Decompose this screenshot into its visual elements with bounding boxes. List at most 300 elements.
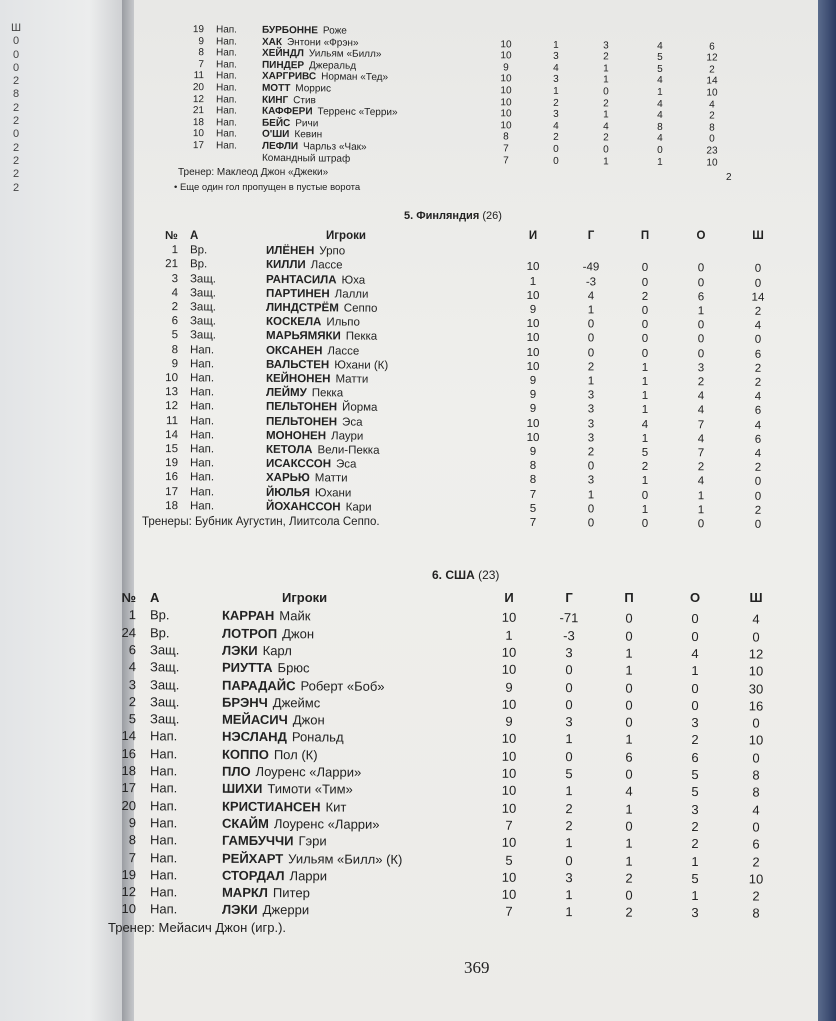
- player-surname: МАРКЛ: [221, 884, 269, 901]
- player-firstname: Пекка: [311, 387, 344, 400]
- stat-games: 9: [529, 374, 537, 387]
- stat-assists: 0: [625, 680, 633, 696]
- stat-points: 0: [691, 611, 699, 627]
- player-surname: МАРЬЯМЯКИ: [265, 330, 341, 343]
- player-firstname: Питер: [272, 885, 310, 901]
- stat-penalties: 0: [754, 263, 762, 276]
- stat-games: 7: [505, 904, 513, 920]
- player-position: Нап.: [149, 815, 178, 831]
- player-position: Защ.: [189, 315, 217, 328]
- player-firstname: Энтони «Фрэн»: [286, 36, 359, 49]
- player-name-cell: [262, 129, 322, 141]
- stat-goals: 0: [565, 852, 573, 868]
- stat-points: 8: [657, 121, 663, 133]
- stat-games: 10: [526, 261, 540, 274]
- stat-assists: 1: [625, 662, 633, 678]
- stat-goals: 1: [565, 783, 573, 799]
- player-surname: ПИНДЕР: [261, 59, 305, 72]
- player-firstname: Чарльз «Чак»: [302, 141, 367, 153]
- stat-points: 1: [697, 305, 705, 318]
- stat-games: 10: [501, 731, 517, 747]
- player-surname: ШИХИ: [221, 781, 263, 797]
- stat-assists: 1: [603, 155, 609, 168]
- stat-penalties: 0: [709, 133, 715, 145]
- player-firstname: Лассе: [327, 344, 360, 358]
- player-position: Нап.: [149, 745, 178, 762]
- stat-goals: 2: [587, 446, 595, 459]
- stat-assists: 4: [603, 121, 609, 133]
- stat-goals: 0: [587, 503, 595, 516]
- player-number: 19: [121, 866, 137, 882]
- player-name-cell: [266, 259, 343, 272]
- stat-games: 10: [501, 765, 517, 781]
- stat-games: 10: [526, 318, 540, 331]
- left-page-header: Ш: [10, 22, 22, 34]
- stat-penalties: 2: [754, 504, 762, 517]
- top-footnote: • Еще один гол пропущен в пустые ворота: [174, 182, 361, 193]
- player-surname: ЛЕФЛИ: [261, 140, 299, 153]
- player-surname: ХАК: [261, 36, 283, 48]
- player-firstname: Роже: [322, 25, 347, 37]
- player-name-cell: [222, 816, 380, 832]
- stat-assists: 0: [625, 628, 633, 644]
- player-position: Нап.: [189, 414, 215, 428]
- usa-title-text: 6. США: [432, 568, 475, 582]
- stat-penalties: 0: [754, 476, 762, 489]
- player-name-cell: [262, 141, 367, 153]
- player-name-cell: [262, 71, 388, 83]
- player-firstname: Урпо: [319, 245, 346, 258]
- player-number: 2: [171, 301, 179, 314]
- stat-assists: 0: [641, 319, 649, 332]
- player-name-cell: [222, 850, 402, 866]
- player-name-cell: [266, 444, 380, 457]
- player-name-cell: [262, 94, 316, 106]
- stat-penalties: 12: [706, 52, 718, 64]
- player-name-cell: [262, 106, 398, 118]
- player-surname: КАФФЕРИ: [261, 105, 313, 118]
- player-number: 12: [192, 93, 205, 105]
- player-position: Нап.: [215, 82, 238, 94]
- player-firstname: Джон: [282, 625, 315, 641]
- player-position: Защ.: [149, 676, 180, 692]
- player-surname: ПЕЛЬТОНЕН: [265, 415, 338, 429]
- player-firstname: Стив: [293, 94, 316, 106]
- player-position: Нап.: [149, 867, 178, 883]
- stat-points: 4: [657, 75, 663, 87]
- stat-assists: 0: [641, 333, 649, 346]
- stat-points: 4: [697, 433, 705, 446]
- player-surname: КЕЙНОНЕН: [265, 372, 331, 386]
- stat-goals: 3: [553, 109, 559, 121]
- player-position: Нап.: [149, 832, 178, 848]
- stat-assists: 2: [603, 132, 609, 144]
- player-surname: ХАРГРИВС: [261, 71, 317, 83]
- player-name-cell: [222, 902, 309, 918]
- stat-assists: 1: [641, 475, 649, 488]
- player-surname: ЛИНДСТРЁМ: [265, 301, 339, 315]
- stat-assists: 1: [641, 361, 649, 374]
- player-surname: ЙОХАНССОН: [265, 500, 341, 514]
- left-page-value: 2: [12, 75, 20, 88]
- player-firstname: Норман «Тед»: [321, 71, 389, 84]
- player-surname: СКАЙМ: [221, 815, 269, 831]
- player-firstname: Эса: [342, 416, 363, 429]
- player-name-cell: [262, 36, 359, 48]
- stat-assists: 1: [641, 432, 649, 445]
- stat-games: 10: [501, 661, 517, 677]
- stat-assists: 6: [625, 749, 633, 765]
- stat-points: 3: [691, 905, 699, 921]
- player-name-cell: [266, 288, 369, 301]
- player-firstname: Йорма: [342, 401, 378, 415]
- stat-goals: 1: [565, 887, 573, 903]
- stat-games: 10: [501, 610, 517, 626]
- header-points: О: [696, 230, 706, 242]
- stat-penalties: 8: [752, 784, 760, 800]
- stat-points: 0: [697, 518, 705, 531]
- stat-assists: 0: [641, 276, 649, 289]
- player-firstname: Юхани: [314, 486, 352, 500]
- stat-games: 8: [529, 460, 537, 473]
- stat-goals: 0: [565, 696, 573, 712]
- player-name-cell: [266, 316, 360, 329]
- player-name-cell: [266, 430, 363, 443]
- stat-penalties: 2: [709, 64, 715, 76]
- player-firstname: Эса: [335, 458, 357, 471]
- player-firstname: Тимоти «Тим»: [267, 781, 353, 797]
- stat-goals: 3: [587, 474, 595, 487]
- stat-goals: 0: [565, 679, 573, 695]
- stat-assists: 0: [641, 347, 649, 360]
- player-position: Нап.: [149, 884, 178, 900]
- player-number: 17: [121, 780, 137, 796]
- header-penalties: Ш: [752, 230, 764, 242]
- stat-assists: 0: [641, 262, 649, 275]
- stat-goals: 3: [587, 403, 595, 416]
- stat-goals: 3: [587, 389, 595, 402]
- stat-assists: 1: [641, 390, 649, 403]
- stat-points: 4: [697, 390, 705, 403]
- stat-points: 4: [697, 404, 705, 417]
- player-surname: ПЛО: [221, 763, 251, 779]
- stat-goals: 3: [587, 417, 595, 431]
- player-firstname: Брюс: [277, 660, 310, 676]
- stat-assists: 0: [625, 766, 633, 782]
- stat-goals: 3: [565, 645, 573, 661]
- stat-assists: 0: [603, 144, 609, 156]
- stat-games: 5: [505, 852, 513, 868]
- player-surname: КИЛЛИ: [265, 259, 306, 272]
- player-firstname: Роберт «Боб»: [300, 677, 385, 694]
- player-position: Нап.: [215, 128, 238, 140]
- stat-points: 5: [691, 784, 699, 800]
- player-number: 12: [121, 884, 137, 900]
- player-surname: ВАЛЬСТЕН: [265, 358, 330, 372]
- player-position: Нап.: [149, 728, 178, 744]
- stat-games: 10: [500, 38, 512, 51]
- stat-assists: 1: [625, 801, 633, 817]
- left-page-value: 2: [12, 101, 20, 114]
- player-surname: КИНГ: [261, 94, 289, 106]
- left-page-value: 0: [12, 128, 20, 141]
- player-number: 10: [165, 372, 179, 385]
- stat-games: 9: [529, 445, 537, 458]
- stat-games: 10: [501, 834, 517, 850]
- player-name-cell: [266, 501, 372, 514]
- player-position: Нап.: [215, 93, 238, 106]
- header-position: А: [150, 590, 160, 605]
- player-number: 6: [171, 315, 179, 328]
- player-position: Защ.: [149, 694, 180, 710]
- player-position: Нап.: [189, 343, 215, 357]
- left-page: [0, 0, 128, 1021]
- player-number: 14: [121, 728, 137, 744]
- stat-assists: 0: [641, 517, 649, 530]
- stat-points: 0: [657, 144, 663, 156]
- player-number: 4: [128, 659, 137, 675]
- player-number: 21: [165, 258, 179, 271]
- player-number: 8: [128, 832, 137, 848]
- stat-assists: 1: [625, 835, 633, 851]
- player-name-cell: [262, 48, 382, 60]
- player-name-cell: [266, 344, 359, 357]
- player-number: 1: [128, 607, 137, 623]
- player-name-cell: [222, 764, 361, 780]
- stat-penalties: 0: [752, 750, 760, 766]
- player-number: 18: [121, 763, 137, 779]
- player-firstname: Джерри: [262, 902, 310, 918]
- stat-assists: 2: [641, 461, 649, 474]
- player-number: 18: [192, 116, 205, 128]
- player-firstname: Уильям «Билл» (К): [288, 850, 403, 867]
- player-position: Нап.: [189, 471, 215, 484]
- player-number: 19: [165, 457, 179, 470]
- player-number: 10: [192, 128, 205, 140]
- player-name-cell: [222, 677, 385, 693]
- finland-count: (26): [482, 210, 502, 222]
- player-number: 6: [128, 641, 137, 658]
- finland-title: [404, 210, 502, 222]
- player-surname: О'ШИ: [261, 129, 290, 141]
- player-firstname: Юхани (К): [334, 359, 389, 372]
- stat-games: 10: [501, 886, 517, 902]
- stat-games: 10: [500, 85, 512, 97]
- player-number: 20: [121, 797, 137, 813]
- player-number: 8: [198, 47, 205, 59]
- player-surname: ПАРАДАЙС: [221, 677, 296, 693]
- stat-games: 10: [501, 800, 517, 816]
- player-surname: БРЭНЧ: [221, 694, 268, 710]
- player-number: 21: [192, 105, 205, 117]
- stat-assists: 0: [625, 887, 633, 903]
- player-position: Нап.: [149, 780, 178, 796]
- usa-count: (23): [478, 568, 500, 582]
- stat-points: 5: [691, 870, 699, 886]
- player-surname: ЛЭКИ: [221, 642, 258, 658]
- player-firstname: Кевин: [294, 129, 323, 141]
- stat-assists: 2: [641, 290, 649, 303]
- stat-penalties: 10: [748, 732, 764, 748]
- player-name-cell: [266, 401, 378, 414]
- stat-goals: -49: [582, 261, 600, 274]
- stat-penalties: 0: [752, 715, 760, 731]
- stat-games: 9: [529, 403, 537, 416]
- stat-assists: 0: [641, 304, 649, 317]
- stat-penalties: 8: [752, 767, 760, 783]
- player-surname: КЕТОЛА: [265, 443, 313, 457]
- player-firstname: Лоуренс «Ларри»: [273, 816, 380, 832]
- header-position: А: [190, 230, 199, 242]
- player-surname: ОКСАНЕН: [265, 344, 323, 357]
- stat-goals: 1: [565, 835, 573, 851]
- stat-goals: -3: [563, 627, 575, 643]
- stat-penalties: 6: [754, 433, 762, 446]
- player-name-cell: [222, 729, 344, 745]
- stat-assists: 1: [641, 503, 649, 516]
- player-position: Нап.: [215, 24, 238, 36]
- stat-points: 1: [697, 504, 705, 517]
- stat-assists: 0: [625, 818, 633, 834]
- stat-goals: 1: [587, 375, 595, 388]
- left-page-value: 0: [12, 61, 20, 74]
- player-number: 3: [171, 272, 179, 285]
- player-position: Нап.: [189, 400, 215, 413]
- stat-goals: 3: [553, 51, 559, 63]
- player-position: Защ.: [189, 287, 217, 300]
- player-surname: ЙЮЛЬЯ: [265, 486, 310, 499]
- left-page-value: 2: [12, 141, 20, 154]
- player-surname: КРИСТИАНСЕН: [221, 798, 321, 815]
- player-firstname: Матти: [314, 472, 348, 485]
- player-name-cell: [222, 833, 327, 849]
- player-position: Защ.: [189, 329, 217, 342]
- stat-points: 4: [657, 133, 663, 145]
- stat-games: 10: [500, 120, 512, 132]
- header-games: И: [504, 590, 514, 605]
- stat-points: 2: [691, 818, 699, 834]
- left-page-value: 8: [12, 88, 20, 101]
- finland-table: [156, 230, 796, 530]
- stat-games: 7: [503, 154, 509, 166]
- player-surname: МЕЙАСИЧ: [221, 711, 288, 728]
- player-position: Нап.: [189, 358, 215, 371]
- player-name-cell: [222, 660, 310, 676]
- stat-penalties: 16: [748, 698, 764, 714]
- player-position: Защ.: [149, 711, 180, 727]
- player-position: Нап.: [189, 372, 215, 385]
- stat-goals: 4: [587, 290, 595, 303]
- stat-points: 0: [697, 333, 705, 346]
- player-surname: НЭСЛАНД: [221, 729, 287, 745]
- stat-games: 8: [503, 131, 509, 143]
- stat-penalties: 2: [754, 376, 762, 389]
- stat-games: 10: [500, 50, 512, 62]
- player-name-cell: [262, 118, 318, 130]
- player-position: Вр.: [189, 258, 208, 271]
- stat-assists: 1: [603, 74, 609, 86]
- player-position: Защ.: [189, 301, 217, 314]
- player-position: Нап.: [215, 59, 238, 71]
- player-firstname: Карл: [262, 642, 292, 659]
- player-position: Нап.: [189, 485, 215, 499]
- stat-goals: 3: [565, 714, 573, 730]
- player-firstname: Терренс «Терри»: [317, 106, 398, 119]
- player-number: 16: [121, 745, 137, 761]
- player-position: Защ.: [149, 659, 180, 675]
- player-name-cell: [266, 373, 368, 386]
- stat-penalties: 10: [706, 157, 718, 169]
- player-number: 9: [128, 814, 137, 831]
- player-number: 15: [165, 443, 179, 456]
- player-position: Вр.: [149, 607, 170, 623]
- player-firstname: Вели-Пекка: [317, 444, 380, 457]
- player-name-cell: [262, 152, 350, 164]
- player-position: Нап.: [149, 797, 178, 814]
- player-position: Нап.: [189, 443, 215, 456]
- player-surname: КОППО: [221, 746, 269, 762]
- stat-goals: 0: [587, 332, 595, 345]
- right-page: [108, 0, 824, 1021]
- stat-penalties: 4: [752, 802, 760, 818]
- player-name-cell: [266, 330, 377, 343]
- stat-penalties: 6: [754, 405, 762, 418]
- stat-assists: 5: [641, 446, 649, 459]
- stat-goals: 0: [587, 318, 595, 331]
- player-firstname: Лассе: [310, 259, 343, 272]
- finland-coach-note: Тренеры: Бубник Аугустин, Лиитсола Сеппо.: [142, 516, 380, 528]
- stat-games: 7: [529, 516, 537, 529]
- stat-points: 3: [691, 715, 699, 731]
- player-name-cell: [266, 472, 348, 485]
- stat-points: 7: [697, 447, 705, 460]
- player-surname: БУРБОННЕ: [261, 24, 318, 37]
- stat-goals: 2: [553, 132, 559, 144]
- stat-penalties: 0: [752, 629, 760, 645]
- player-number: 24: [121, 624, 137, 640]
- header-no: №: [121, 590, 136, 605]
- player-surname: МОТТ: [261, 82, 291, 95]
- player-position: Защ.: [189, 272, 217, 286]
- player-surname: ИСАКССОН: [265, 458, 332, 471]
- stat-games: 10: [526, 289, 540, 302]
- player-surname: ГАМБУЧЧИ: [221, 832, 294, 849]
- player-firstname: Лаури: [331, 430, 364, 443]
- player-number: 9: [171, 357, 179, 370]
- stat-penalties: 0: [754, 490, 762, 503]
- stat-penalties: 4: [752, 611, 760, 627]
- stat-goals: 2: [587, 361, 595, 374]
- stat-penalties: 4: [754, 419, 762, 432]
- player-number: 19: [192, 24, 205, 36]
- stat-points: 1: [691, 888, 699, 904]
- player-position: Нап.: [215, 47, 238, 59]
- stat-goals: 0: [553, 143, 559, 155]
- stat-goals: 0: [565, 748, 573, 764]
- player-number: 2: [128, 693, 137, 709]
- stat-assists: 1: [603, 109, 609, 121]
- stat-goals: 5: [565, 766, 573, 782]
- player-number: 9: [198, 35, 205, 47]
- stat-games: 9: [505, 679, 513, 695]
- stat-assists: 1: [625, 645, 633, 661]
- stat-penalties: 10: [748, 663, 764, 679]
- player-firstname: Кари: [345, 501, 372, 514]
- stat-goals: 2: [565, 818, 573, 834]
- left-page-value: 2: [12, 154, 20, 167]
- stat-games: 10: [526, 417, 540, 430]
- stat-points: 7: [697, 418, 705, 431]
